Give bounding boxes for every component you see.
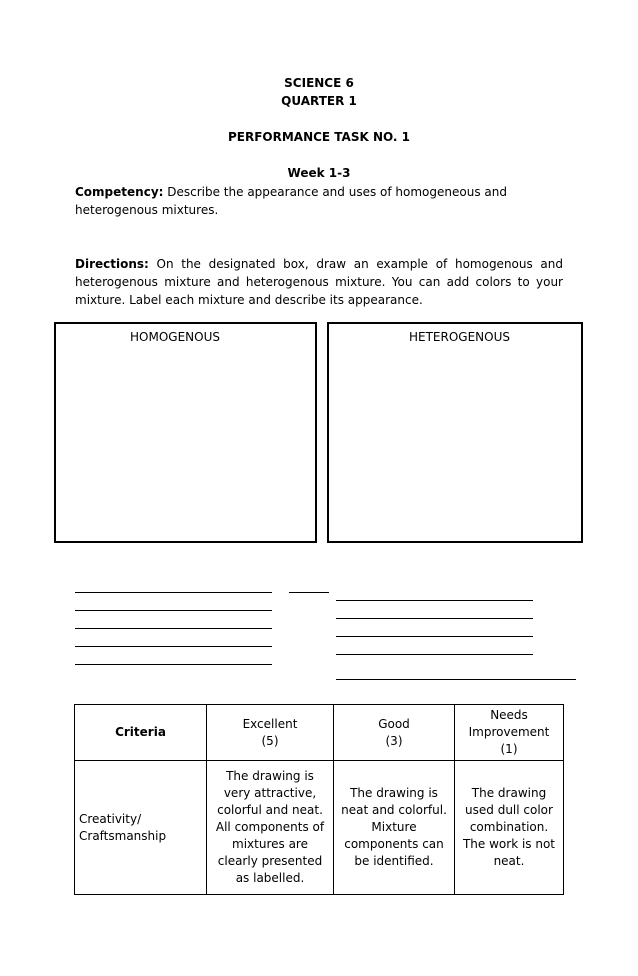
directions-text: On the designated box, draw an example of homogenous and heterogenous mixture and heterogenous mixture. You can add colors to your mixture. Label each mixture and describe its appearance. (75, 257, 563, 307)
heterogenous-label: HETEROGENOUS (409, 330, 511, 344)
task-title: PERFORMANCE TASK NO. 1 (227, 130, 411, 144)
answer-line[interactable] (336, 618, 533, 619)
needs-cell: The drawing used dull color combination. The work is not neat. (455, 761, 564, 895)
answer-line[interactable] (75, 592, 272, 593)
quarter-title: QUARTER 1 (281, 94, 357, 108)
homogenous-drawing-box[interactable] (54, 322, 317, 543)
rubric-header-row (75, 705, 564, 761)
criteria-cell: Creativity/ Craftsmanship (75, 761, 207, 895)
header-good (334, 705, 455, 761)
answer-line[interactable] (336, 654, 533, 655)
competency-paragraph (75, 183, 563, 219)
week-title: Week 1-3 (287, 166, 351, 180)
answer-line[interactable] (75, 610, 272, 611)
answer-line[interactable] (75, 664, 272, 665)
heterogenous-drawing-box[interactable] (327, 322, 583, 543)
needs-label: Needs Improvement (468, 708, 550, 739)
answer-line[interactable] (336, 679, 576, 680)
header-excellent (207, 705, 334, 761)
subject-title: SCIENCE 6 (284, 76, 354, 90)
table-row (75, 761, 564, 895)
excellent-label: Excellent (242, 716, 298, 731)
good-score: (3) (385, 733, 403, 748)
good-label: Good (378, 716, 410, 731)
header-criteria: Criteria (75, 705, 207, 761)
answer-line[interactable] (289, 592, 329, 593)
good-cell: The drawing is neat and colorful. Mixture components can be identified. (334, 761, 455, 895)
answer-line[interactable] (75, 628, 272, 629)
rubric-table (74, 704, 564, 895)
answer-line[interactable] (336, 600, 533, 601)
excellent-cell: The drawing is very attractive, colorful and neat. All components of mixtures are clearly presented as labelled. (207, 761, 334, 895)
competency-label: Competency: (75, 185, 164, 199)
answer-line[interactable] (336, 636, 533, 637)
directions-paragraph (75, 255, 563, 309)
excellent-score: (5) (261, 733, 279, 748)
needs-score: (1) (500, 742, 518, 756)
header-needs-improvement (455, 705, 564, 761)
competency-text: Describe the appearance and uses of homogeneous and heterogenous mixtures. (75, 185, 507, 217)
homogenous-label: HOMOGENOUS (130, 330, 220, 344)
directions-label: Directions: (75, 257, 149, 271)
answer-line[interactable] (75, 646, 272, 647)
